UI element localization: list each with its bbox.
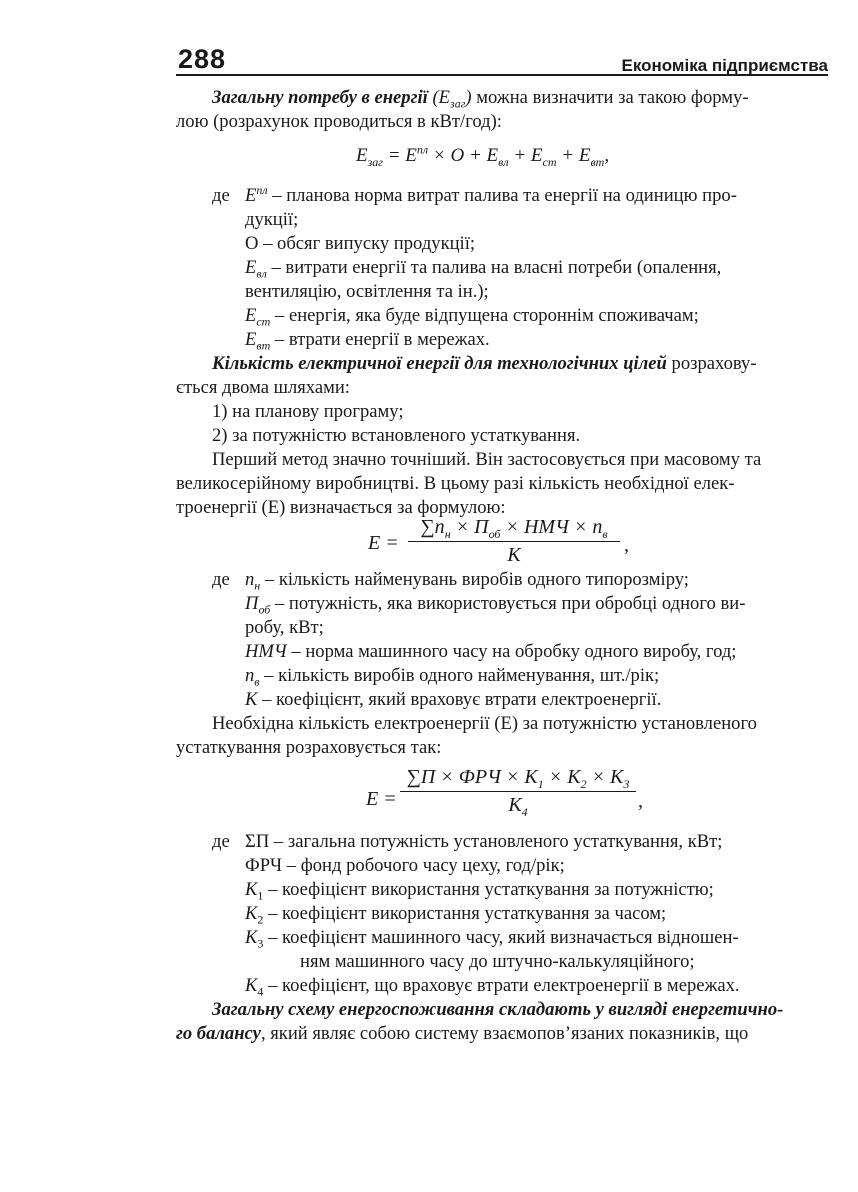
p2-line2: ється двома шляхами: bbox=[176, 377, 350, 398]
eq3-fraction-bar bbox=[400, 791, 636, 792]
defs1-item1: $E^{пл}$ – планова норма витрат палива та енергії на одиницю про- bbox=[245, 182, 737, 206]
eq3-numerator: ∑П × ФРЧ × $K_1 \times K_2 \times K_3$ bbox=[406, 766, 630, 791]
eq2-comma: , bbox=[624, 534, 629, 556]
running-title: Економіка підприємства bbox=[621, 56, 828, 75]
list-item-2: 2) за потужністю встановленого устаткування. bbox=[212, 425, 581, 446]
eq2-denominator: K bbox=[507, 544, 521, 566]
p3-line2: великосерійному виробництві. В цьому разі кількість необхідної елек- bbox=[176, 473, 735, 494]
equation-3 bbox=[400, 766, 636, 817]
eq3-denominator: $K_4$ bbox=[508, 794, 528, 819]
p1-lead: Загальну потребу в енергії bbox=[212, 87, 428, 108]
defs1-item3: $E_{вл}$ – витрати енергії та палива на власні потреби (опалення, bbox=[245, 257, 722, 281]
defs2-de: де bbox=[212, 569, 230, 590]
p2-line1: Кількість електричної енергії для технологічних цілей розрахову- bbox=[212, 353, 757, 374]
eq3-lhs: E = bbox=[366, 788, 397, 810]
defs3-item3: $K_1$ – коефіцієнт використання устаткування за потужністю; bbox=[245, 879, 714, 903]
p3-line1: Перший метод значно точніший. Він застосовується при масовому та bbox=[212, 449, 762, 470]
defs3-de: де bbox=[212, 831, 230, 852]
p1-rest: можна визначити за такою форму- bbox=[476, 87, 749, 108]
eq2-fraction-bar bbox=[408, 541, 620, 542]
p3-line3: троенергії (E) визначається за формулою: bbox=[176, 497, 506, 518]
p5-lead: го балансу bbox=[176, 1023, 261, 1044]
p5-line1: Загальну схему енергоспоживання складають у вигляді енергетично- bbox=[212, 999, 784, 1020]
defs2-item1: $n_н$ – кількість найменувань виробів одного типорозміру; bbox=[245, 569, 689, 593]
defs2-item5: K – коефіцієнт, який враховує втрати електроенергії. bbox=[245, 689, 662, 710]
eq2-lhs: E = bbox=[368, 532, 399, 554]
eq2-numerator: $\sum n_н \times П_{об}$ × НМЧ × $n_в$ bbox=[420, 516, 608, 541]
defs1-item3-cont: вентиляцію, освітлення та ін.); bbox=[245, 281, 489, 302]
defs1-item2: O – обсяг випуску продукції; bbox=[245, 233, 476, 254]
p1-sym: $(E_{заг})$ bbox=[432, 87, 472, 111]
defs1-de: де bbox=[212, 185, 230, 206]
equation-2 bbox=[408, 516, 620, 567]
defs1-item1-cont: дукції; bbox=[245, 209, 299, 230]
defs3-item2: ФРЧ – фонд робочого часу цеху, год/рік; bbox=[245, 855, 565, 876]
defs2-item2: $П_{об}$ – потужність, яка використовується при обробці одного ви- bbox=[245, 593, 746, 617]
defs2-item2-cont: робу, кВт; bbox=[245, 617, 324, 638]
defs3-item5: $K_3$ – коефіцієнт машинного часу, який визначається відношен- bbox=[245, 927, 739, 951]
defs2-item3: НМЧ – норма машинного часу на обробку одного виробу, год; bbox=[245, 641, 737, 662]
p2-lead: Кількість електричної енергії для технологічних цілей bbox=[212, 353, 667, 374]
equation-1: $E_{заг} = E^{пл} \times O + E_{вл} + E_{ст} + E_{вт}$, bbox=[356, 142, 610, 169]
p1-line1 bbox=[212, 86, 749, 110]
p1-line2: лою (розрахунок проводиться в кВт/год): bbox=[176, 111, 502, 132]
page-number: 288 bbox=[178, 44, 227, 74]
defs3-item4: $K_2$ – коефіцієнт використання устаткування за часом; bbox=[245, 903, 667, 927]
defs3-item1: ΣП – загальна потужність установленого устаткування, кВт; bbox=[245, 831, 723, 852]
p5-line2: го балансу, який являє собою систему взаємопов’язаних показників, що bbox=[176, 1023, 749, 1044]
list-item-1: 1) на планову програму; bbox=[212, 401, 404, 422]
defs1-item4: $E_{ст}$ – енергія, яка буде відпущена стороннім споживачам; bbox=[245, 305, 699, 329]
eq3-comma: , bbox=[638, 790, 643, 812]
p4-line2: устаткування розраховується так: bbox=[176, 737, 442, 758]
defs1-item5: $E_{вт}$ – втрати енергії в мережах. bbox=[245, 329, 490, 353]
defs3-item6: $K_4$ – коефіцієнт, що враховує втрати електроенергії в мережах. bbox=[245, 975, 740, 999]
defs2-item4: $n_в$ – кількість виробів одного найменування, шт./рік; bbox=[245, 665, 660, 689]
header-rule bbox=[176, 74, 828, 76]
defs3-item5-cont: ням машинного часу до штучно-калькуляційного; bbox=[300, 951, 695, 972]
p4-line1: Необхідна кількість електроенергії (E) за потужністю установленого bbox=[212, 713, 757, 734]
